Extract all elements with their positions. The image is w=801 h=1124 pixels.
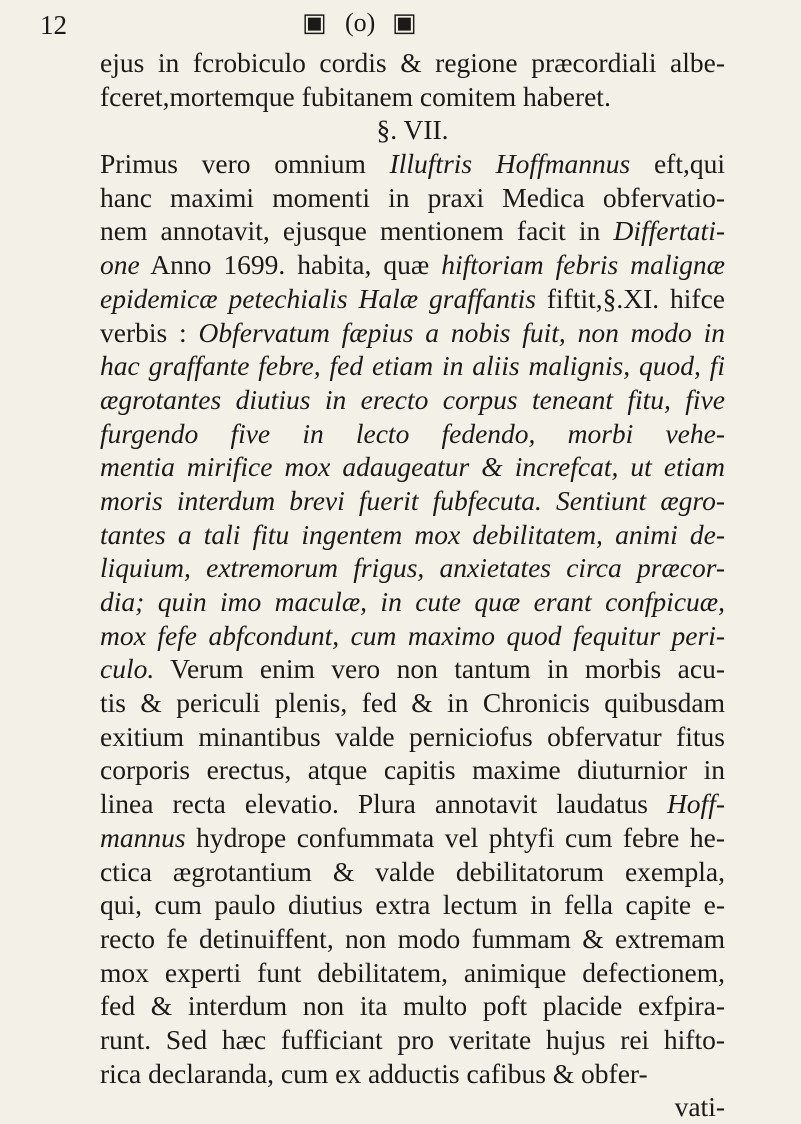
- text-line: [100, 652, 725, 686]
- text-line: [100, 956, 725, 990]
- text-line: [100, 551, 725, 585]
- text-segment: corporis erectus, atque capitis maxime diuturnior in: [100, 754, 725, 786]
- italic-segment: ægrotantes diutius in erecto corpus teneant fitu, five: [100, 383, 725, 415]
- text-line: [100, 282, 725, 316]
- text-segment: linea recta elevatio. Plura annotavit laudatus: [100, 788, 667, 820]
- signature-mark: (o): [345, 8, 376, 37]
- text-segment: ctica ægrotantium & valde debilitatorum exempla,: [100, 855, 725, 887]
- text-segment: fceret,mortemque fubitanem comitem haberet.: [100, 80, 611, 112]
- italic-segment: moris interdum brevi fuerit fubfecuta. Sentiunt ægro-: [100, 484, 725, 516]
- text-line: [100, 686, 725, 720]
- text-line: [100, 46, 725, 80]
- text-segment: qui, cum paulo diutius extra lectum in fella capite e-: [100, 889, 725, 921]
- text-segment: §. VII.: [376, 114, 449, 146]
- text-line: [100, 316, 725, 350]
- text-line: [100, 787, 725, 821]
- text-line: [100, 383, 725, 417]
- text-line: [100, 248, 725, 282]
- running-header: [40, 4, 740, 46]
- page-number: 12: [40, 10, 67, 40]
- text-segment: verbis :: [100, 316, 199, 348]
- italic-segment: tantes a tali fitu ingentem mox debilitatem, animi de-: [100, 518, 725, 550]
- italic-segment: culo.: [100, 653, 155, 685]
- text-segment: ejus in fcrobiculo cordis & regione præcordiali albe-: [100, 47, 725, 78]
- text-segment: hydrope confummata vel phtyfi cum febre he-: [185, 821, 725, 853]
- text-line: [100, 1090, 725, 1124]
- italic-segment: Differtati-: [613, 215, 725, 247]
- text-line: [100, 619, 725, 653]
- italic-segment: mentia mirifice mox adaugeatur & increfcat, ut etiam: [100, 451, 725, 483]
- italic-segment: Illuftris Hoffmannus: [389, 148, 631, 180]
- text-line: [100, 80, 725, 114]
- italic-segment: furgendo five in lecto fedendo, morbi vehe-: [100, 417, 725, 449]
- text-segment: rica declaranda, cum ex adductis cafibus & obfer-: [100, 1057, 648, 1089]
- italic-segment: mannus: [100, 821, 186, 853]
- ornament-left-icon: ▣: [302, 8, 327, 37]
- text-segment: recto fe detinuiffent, non modo fummam & extremam: [100, 922, 725, 954]
- italic-segment: hac graffante febre, fed etiam in aliis malignis, quod, fi: [100, 350, 725, 382]
- text-line: [100, 181, 725, 215]
- text-segment: nem annotavit, ejusque mentionem facit in: [100, 215, 614, 247]
- text-segment: runt. Sed hæc fufficiant pro veritate hujus rei hifto-: [100, 1023, 725, 1055]
- text-segment: tis & periculi plenis, fed & in Chronicis quibusdam: [100, 687, 725, 719]
- text-segment: eft,qui: [630, 148, 725, 180]
- italic-segment: epidemicæ petechialis Halæ graffantis: [100, 282, 536, 314]
- text-line: [100, 1057, 725, 1091]
- text-line: [100, 720, 725, 754]
- text-line: [100, 349, 725, 383]
- text-line: [100, 147, 725, 181]
- text-line: [100, 922, 725, 956]
- text-line: [100, 113, 725, 147]
- italic-segment: hiftoriam febris malignæ: [441, 249, 725, 281]
- italic-segment: liquium, extremorum frigus, anxietates circa præcor-: [100, 552, 725, 584]
- text-segment: Verum enim vero non tantum in morbis acu-: [154, 653, 725, 685]
- italic-segment: Obfervatum fæpius a nobis fuit, non modo in: [198, 316, 725, 348]
- text-segment: Primus vero omnium: [100, 148, 390, 180]
- text-segment: fed & interdum non ita multo poft placide exfpira-: [100, 990, 725, 1022]
- text-segment: vati-: [674, 1091, 725, 1123]
- text-line: [100, 417, 725, 451]
- italic-segment: mox fefe abfcondunt, cum maximo quod fequitur peri-: [100, 619, 725, 651]
- text-line: [100, 518, 725, 552]
- text-line: [100, 214, 725, 248]
- text-line: [100, 989, 725, 1023]
- ornament-right-icon: ▣: [392, 8, 417, 37]
- text-segment: hanc maximi momenti in praxi Medica obfervatio-: [100, 181, 725, 213]
- text-line: [100, 855, 725, 889]
- text-segment: mox experti funt debilitatem, animique defectionem,: [100, 956, 725, 988]
- text-line: [100, 888, 725, 922]
- text-line: [100, 821, 725, 855]
- text-segment: fiftit,§.XI. hifce: [535, 282, 726, 314]
- italic-segment: dia; quin imo maculæ, in cute quæ erant confpicuæ,: [100, 586, 725, 617]
- body-text: [100, 46, 725, 1124]
- text-line: [100, 753, 725, 787]
- text-line: [100, 1023, 725, 1057]
- text-line: [100, 484, 725, 518]
- text-segment: exitium minantibus valde perniciofus obfervatur fitus: [100, 720, 725, 752]
- italic-segment: one: [100, 249, 140, 281]
- text-line: [100, 585, 725, 619]
- italic-segment: Hoff-: [666, 788, 725, 820]
- text-line: [100, 450, 725, 484]
- text-segment: Anno 1699. habita, quæ: [139, 249, 442, 281]
